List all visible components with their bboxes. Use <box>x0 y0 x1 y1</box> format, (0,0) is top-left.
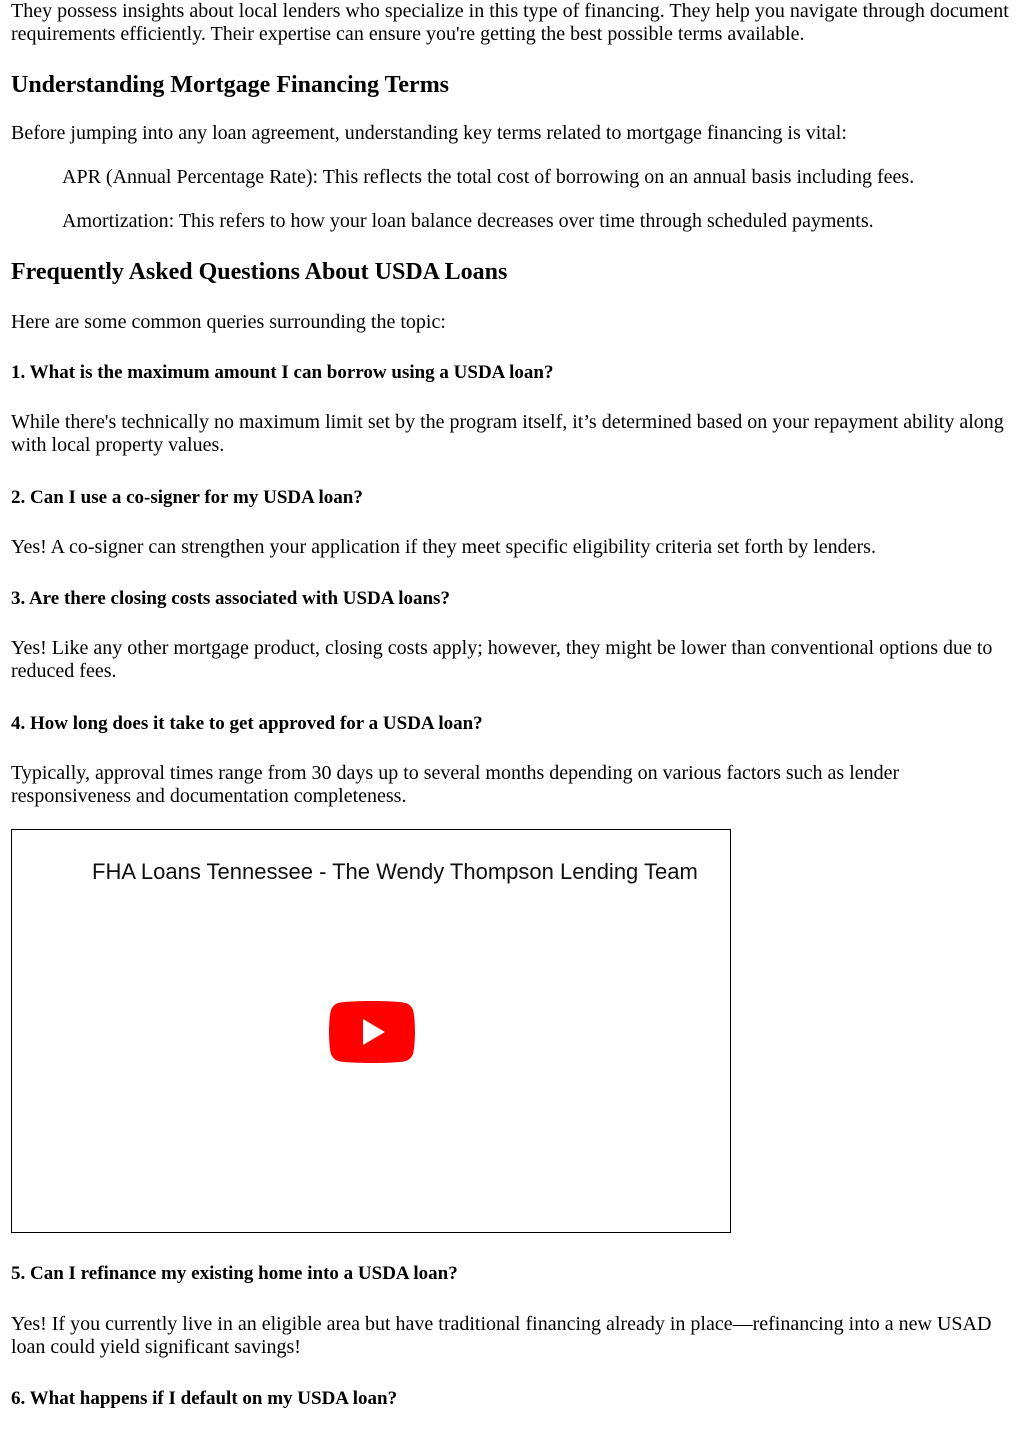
faq-answer-4: Typically, approval times range from 30 days up to several months depending on various factors such as lender responsiveness and documentation completeness. <box>11 762 900 807</box>
youtube-play-button[interactable] <box>328 1001 416 1063</box>
faq-question-6: 6. What happens if I default on my USDA loan? <box>11 1388 398 1409</box>
intro-paragraph: They possess insights about local lenders who specialize in this type of financing. They help you navigate through document requirements efficiently. Their expertise can ensure you're getting the best possible terms available. <box>11 0 1009 45</box>
faq-question-4: 4. How long does it take to get approved for a USDA loan? <box>11 713 483 734</box>
faq-lead-paragraph: Here are some common queries surrounding the topic: <box>11 311 446 333</box>
faq-answer-3: Yes! Like any other mortgage product, closing costs apply; however, they might be lower than conventional options due to reduced fees. <box>11 637 993 682</box>
faq-question-3: 3. Are there closing costs associated with USDA loans? <box>11 588 450 609</box>
embedded-video-player[interactable] <box>11 829 731 1233</box>
faq-answer-2: Yes! A co-signer can strengthen your application if they meet specific eligibility criteria set forth by lenders. <box>11 536 876 558</box>
terms-heading: Understanding Mortgage Financing Terms <box>11 72 450 98</box>
term-item-amortization: Amortization: This refers to how your loan balance decreases over time through scheduled payments. <box>62 210 874 232</box>
faq-answer-5: Yes! If you currently live in an eligible area but have traditional financing already in place—refinancing into a new USAD loan could yield significant savings! <box>11 1313 992 1358</box>
youtube-play-icon[interactable] <box>328 1001 416 1063</box>
faq-question-1: 1. What is the maximum amount I can borrow using a USDA loan? <box>11 362 554 383</box>
term-item-apr: APR (Annual Percentage Rate): This reflects the total cost of borrowing on an annual basis including fees. <box>62 166 915 188</box>
terms-lead-paragraph: Before jumping into any loan agreement, understanding key terms related to mortgage financing is vital: <box>11 122 847 144</box>
faq-question-5: 5. Can I refinance my existing home into a USDA loan? <box>11 1263 458 1284</box>
faq-answer-1: While there's technically no maximum limit set by the program itself, it’s determined based on your repayment ability along with local property values. <box>11 411 1004 456</box>
faq-question-2: 2. Can I use a co-signer for my USDA loan? <box>11 487 363 508</box>
video-title[interactable]: FHA Loans Tennessee - The Wendy Thompson Lending Team <box>92 859 698 884</box>
faq-heading: Frequently Asked Questions About USDA Loans <box>11 259 508 285</box>
